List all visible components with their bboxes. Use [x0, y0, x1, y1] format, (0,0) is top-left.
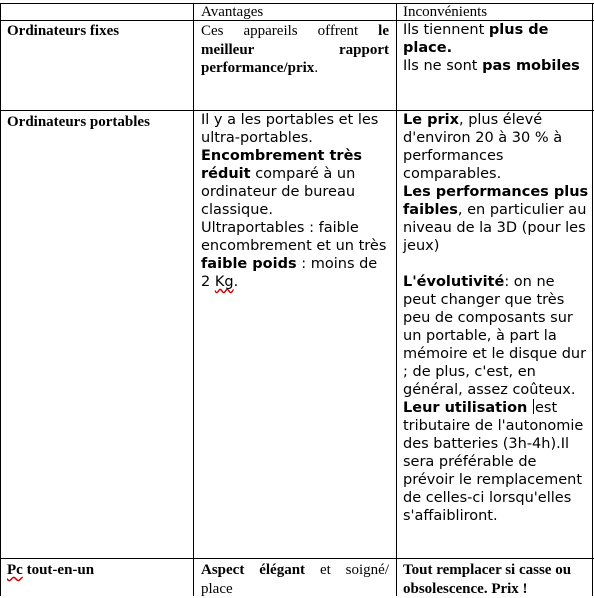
table-border	[396, 3, 397, 596]
laptop-disadvantages: Le prix, plus élevé d'environ 20 à 30 % à performances comparables. Les performances plus faibles, en particulier au niveau de la 3D (pour les jeux) L'évolutivité: on ne peut changer que très peu de composants sur un portable, à part la mémoire et le disque dur ; de plus, c'est, en général, assez coûteux. Leur utilisation est tributaire de l'autonomie des batteries (3h-4h).Il sera préférable de prévoir le remplacement de celles-ci lorsqu'elles s'affaibliront.	[403, 112, 589, 524]
fixed-advantages: Ces appareils offrent le meilleur rapport performance/prix.	[201, 23, 389, 76]
row-label-fixed: Ordinateurs fixes	[7, 23, 120, 39]
all-in-one-disadvantages: Tout remplacer si casse ou obsolescence. Prix !	[403, 562, 572, 597]
header-advantages: Avantages	[201, 4, 264, 20]
table-border	[193, 3, 194, 596]
header-disadvantages: Inconvénients	[403, 4, 488, 20]
laptop-advantages: Il y a les portables et les ultra-portables. Encombrement très réduit comparé à un ordinateur de bureau classique. Ultraportables : faible encombrement et un très faible poids : moins de 2 Kg.	[201, 112, 387, 290]
table-border	[0, 558, 594, 559]
fixed-disadvantages: Ils tiennent plus de place. Ils ne sont pas mobiles	[403, 22, 580, 74]
row-label-laptops: Ordinateurs portables	[7, 114, 150, 130]
table-border	[592, 3, 593, 596]
all-in-one-advantages: Aspect élégant et soigné/ place	[201, 562, 390, 597]
table-border	[0, 3, 1, 596]
row-label-all-in-one: Pc tout-en-un	[7, 562, 95, 578]
text-cursor	[533, 399, 534, 414]
